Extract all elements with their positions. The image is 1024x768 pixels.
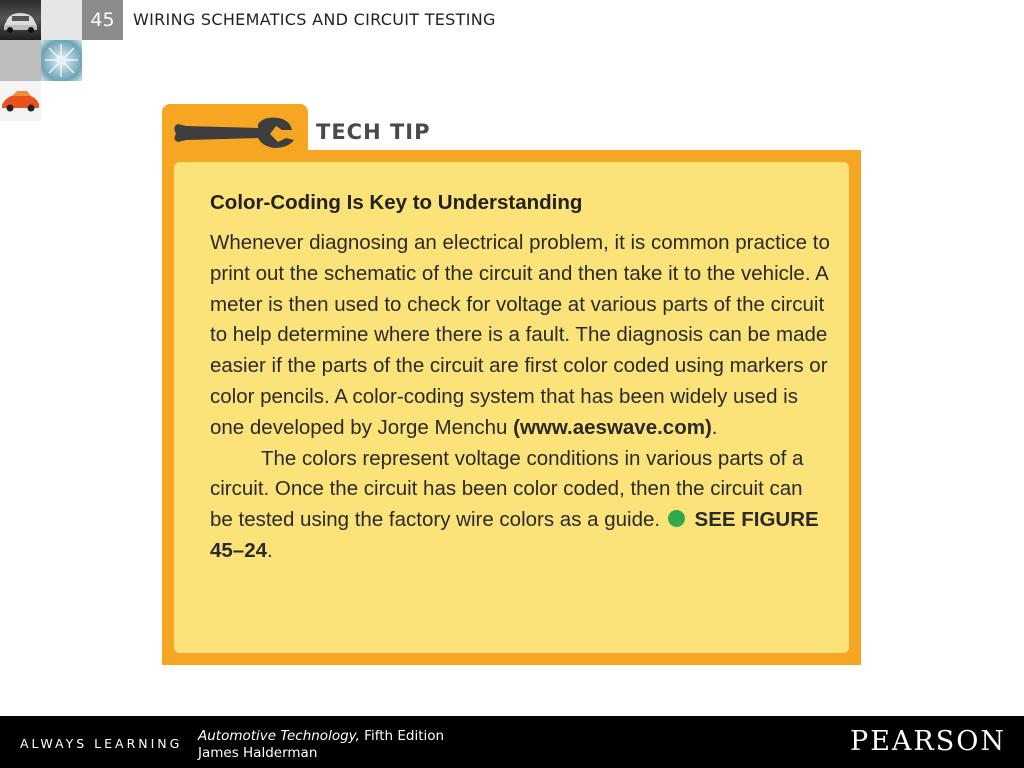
paragraph <box>210 444 830 567</box>
paragraph-end: . <box>711 415 718 439</box>
book-edition: Fifth Edition <box>359 728 445 744</box>
paragraph-text: The colors represent voltage conditions in various parts of a circuit. Once the circuit has been color coded, then the circuit can be tested using the factory wire colors as a guide. <box>210 446 804 532</box>
footer-book-info <box>198 728 444 762</box>
tech-tip-body <box>210 228 830 567</box>
figure-reference: SEE FIGURE 45–24 <box>210 508 819 562</box>
turbine-icon <box>41 40 82 81</box>
sports-car-icon <box>0 81 41 121</box>
paragraph-end: . <box>267 538 273 562</box>
page-title: WIRING SCHEMATICS AND CIRCUIT TESTING <box>133 10 496 29</box>
paragraph-text: Whenever diagnosing an electrical problem, it is common practice to print out the schematic of the circuit and then take it to the vehicle. A meter is then used to check for voltage at various parts of the circuit to help determine where there is a fault. The diagnosis can be made easier if the parts of the circuit are first color coded using markers or color pencils. A color-coding system that has been widely used is one developed by Jorge Menchu <box>210 231 830 439</box>
book-title-line <box>198 728 444 745</box>
bullet-dot-icon <box>668 510 685 527</box>
paragraph <box>210 228 830 444</box>
header-tile <box>0 40 41 81</box>
slide-number: 45 <box>82 0 123 40</box>
tech-tip-heading: TECH TIP <box>316 120 431 144</box>
tech-tip-title: Color-Coding Is Key to Understanding <box>210 191 583 214</box>
car-front-icon <box>0 0 41 40</box>
footer-tagline: ALWAYS LEARNING <box>20 736 183 751</box>
book-title: Automotive Technology, <box>198 728 360 744</box>
tech-tip-tab <box>162 104 308 156</box>
pearson-logo: PEARSON <box>850 726 1006 757</box>
website-link[interactable]: (www.aeswave.com) <box>513 415 712 439</box>
header-tile <box>41 0 82 40</box>
wrench-icon <box>162 104 308 156</box>
footer-bar <box>0 716 1024 768</box>
book-author: James Halderman <box>198 745 318 761</box>
